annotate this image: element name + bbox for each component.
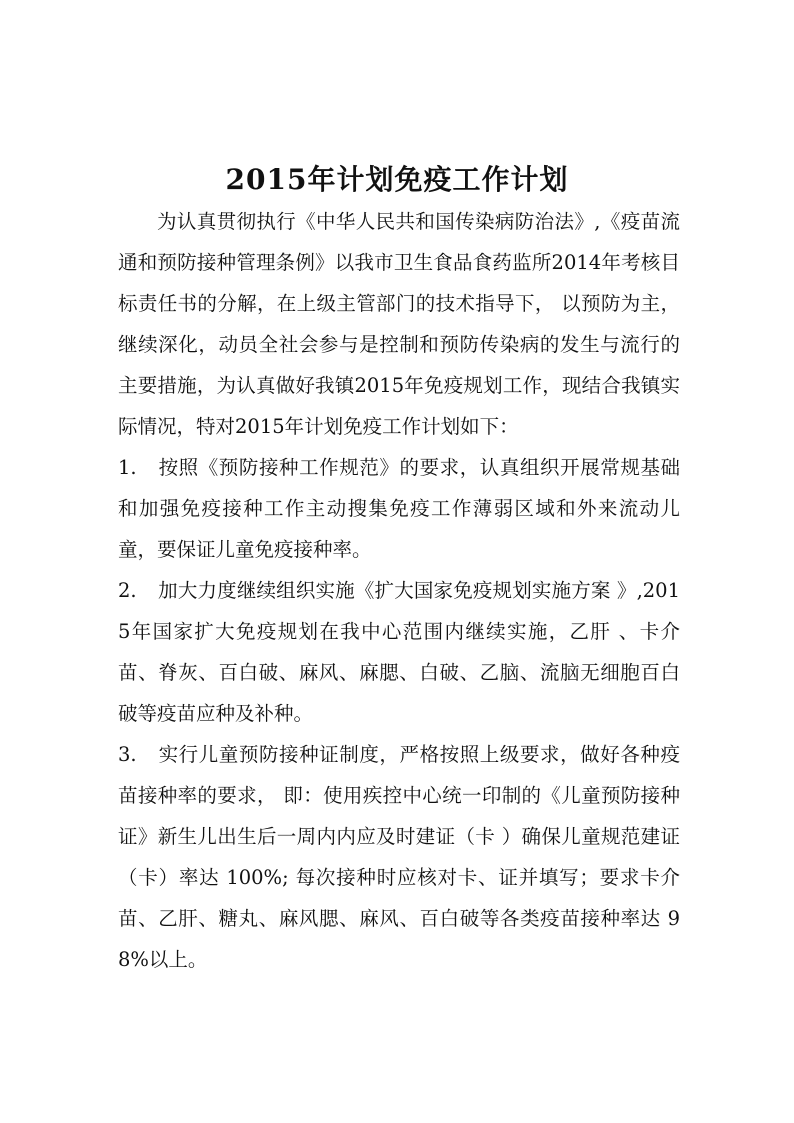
list-item-text: 按照《预防接种工作规范》的要求，认真组织开展常规基础和加强免疫接种工作主动搜集免疫工作薄弱区域和外来流动儿童，要保证儿童免疫接种率。 bbox=[118, 456, 680, 561]
list-item-number: 2. bbox=[118, 579, 137, 602]
list-item-text: 实行儿童预防接种证制度，严格按照上级要求，做好各种疫苗接种率的要求， 即：使用疾控中心统一印制的《儿童预防接种证》新生儿出生后一周内内应及时建证（卡 ）确保儿童规范建证（卡）率达 100%; 每次接种时应核对卡、证并填写；要求卡介苗、乙肝、糖丸、麻风腮、麻风、百白破等各类疫苗接种率达 98%以上。 bbox=[118, 743, 680, 971]
list-item-text: 加大力度继续组织实施《扩大国家免疫规划实施方案 》,2015年国家扩大免疫规划在我中心范围内继续实施，乙肝 、卡介苗、脊灰、百白破、麻风、麻腮、白破、乙脑、流脑无细胞百白破等疫苗应种及补种。 bbox=[118, 579, 680, 725]
document-title: 2015年计划免疫工作计划 bbox=[225, 163, 569, 196]
list-item bbox=[118, 447, 680, 570]
list-item bbox=[118, 570, 680, 734]
list-item-number: 1. bbox=[118, 456, 137, 479]
intro-paragraph: 为认真贯彻执行《中华人民共和国传染病防治法》,《疫苗流通和预防接种管理条例》以我市卫生食品食药监所2014年考核目标责任书的分解，在上级主管部门的技术指导下， 以预防为主，继续深化，动员全社会参与是控制和预防传染病的发生与流行的主要措施，为认真做好我镇2015年免疫规划工作，现结合我镇实际情况，特对2015年计划免疫工作计划如下： bbox=[118, 210, 680, 438]
list-item-number: 3. bbox=[118, 743, 137, 766]
document-body bbox=[118, 201, 680, 980]
list-item bbox=[118, 734, 680, 980]
